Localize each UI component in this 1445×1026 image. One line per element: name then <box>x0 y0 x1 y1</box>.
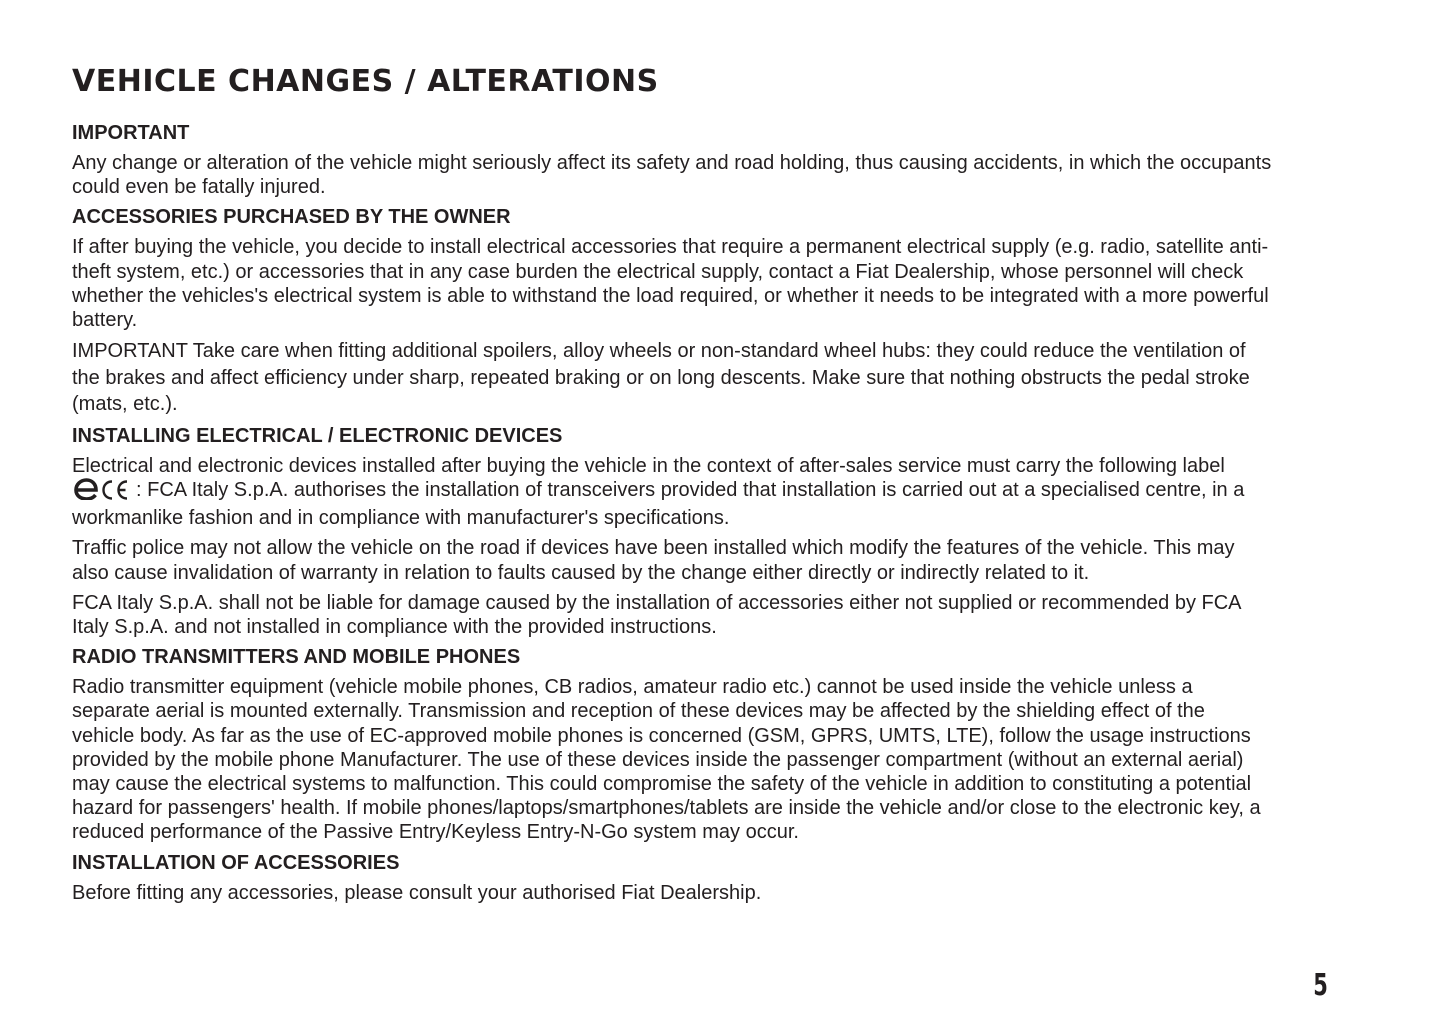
e-ce-mark-icon <box>74 478 134 506</box>
paragraph-traffic-police: Traffic police may not allow the vehicle on the road if devices have been installed which modify the features of the vehicle. This may also cause invalidation of warranty in relation to faults caused by the change either directly or indirectly related to it. <box>72 537 1235 584</box>
heading-installation-accessories: INSTALLATION OF ACCESSORIES <box>72 851 400 874</box>
paragraph-liability: FCA Italy S.p.A. shall not be liable for damage caused by the installation of accessories either not supplied or recommended by FCA Italy S.p.A. and not installed in compliance with the provided instructions. <box>72 591 1241 638</box>
paragraph-radio-transmitters: Radio transmitter equipment (vehicle mobile phones, CB radios, amateur radio etc.) cannot be used inside the vehicle unless a separate aerial is mounted externally. Transmission and reception of these devices may be affected by the shielding effect of the vehicle body. As far as the use of EC-approved mobile phones is concerned (GSM, GPRS, UMTS, LTE), follow the usage instructions provided by the mobile phone Manufacturer. The use of these devices inside the passenger compartment (without an external aerial) may cause the electrical systems to malfunction. This could compromise the safety of the vehicle in addition to constituting a potential hazard for passengers' health. If mobile phones/laptops/smartphones/tablets are inside the vehicle and/or close to the electronic key, a reduced performance of the Passive Entry/Keyless Entry-N-Go system may occur. <box>72 676 1261 844</box>
heading-important: IMPORTANT <box>72 122 190 144</box>
label-text: Electrical and electronic devices installed after buying the vehicle in the context of after-sales service must carry the following label <box>72 454 1225 477</box>
heading-electrical-devices: INSTALLING ELECTRICAL / ELECTRONIC DEVICES <box>72 424 563 447</box>
paragraph-important: Any change or alteration of the vehicle might seriously affect its safety and road holding, thus causing accidents, in which the occupants could even be fatally injured. <box>72 152 1272 199</box>
paragraph-accessories-owner: If after buying the vehicle, you decide to install electrical accessories that require a permanent electrical supply (e.g. radio, satellite anti-theft system, etc.) or accessories that in any case burden the electrical supply, contact a Fiat Dealership, whose personnel will check whether the vehicles's electrical system is able to withstand the load required, or whether it needs to be integrated with a more powerful battery. <box>72 236 1269 332</box>
page-number: 5 <box>1313 968 1328 1003</box>
page-content <box>72 62 1272 911</box>
paragraph-important-spoilers: IMPORTANT Take care when fitting additional spoilers, alloy wheels or non-standard wheel hubs: they could reduce the ventilation of the brakes and affect efficiency under sharp, repeated braking or on long descents. Make sure that nothing obstructs the pedal stroke (mats, etc.). <box>72 340 1250 416</box>
paragraph-installation-accessories: Before fitting any accessories, please consult your authorised Fiat Dealership. <box>72 881 762 904</box>
paragraph-electrical-devices <box>72 454 1272 531</box>
heading-accessories-owner: ACCESSORIES PURCHASED BY THE OWNER <box>72 206 511 229</box>
page-title: VEHICLE CHANGES / ALTERATIONS <box>72 64 659 99</box>
label-text-continued: : FCA Italy S.p.A. authorises the installation of transceivers provided that installation is carried out at a specialised centre, in a workmanlike fashion and in compliance with manufacturer's specifications. <box>72 478 1245 530</box>
heading-radio-transmitters: RADIO TRANSMITTERS AND MOBILE PHONES <box>72 646 521 669</box>
